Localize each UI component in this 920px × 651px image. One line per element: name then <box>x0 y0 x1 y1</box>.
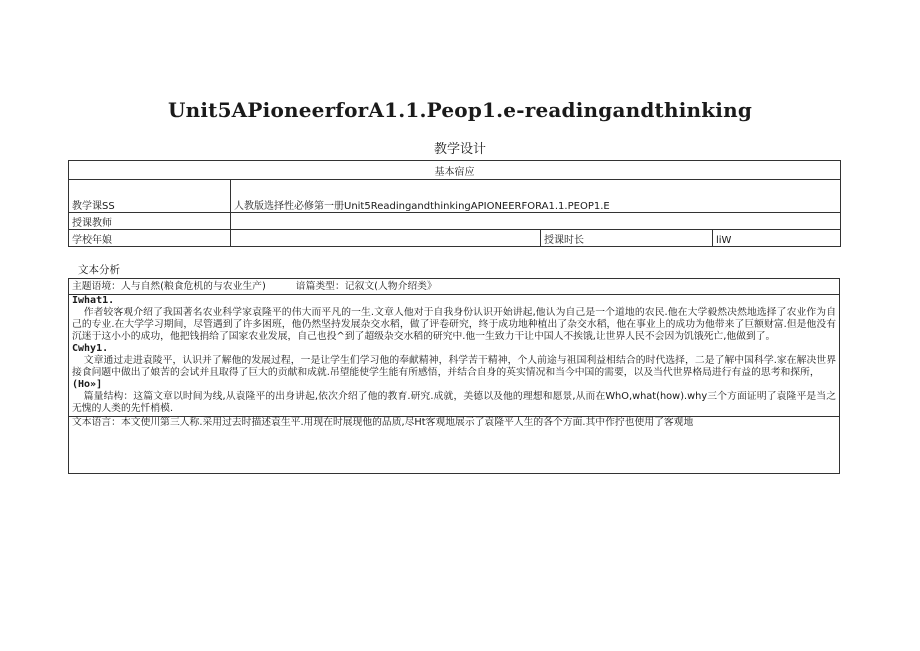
theme-context: 主题语境：人与自然(粮食危机的与农业生产) <box>72 281 266 292</box>
duration-label: 授课时长 <box>541 230 713 247</box>
document-subtitle: 教学设计 <box>433 142 486 157</box>
why-heading: Cwhy1. <box>72 343 109 354</box>
basic-info-table <box>68 160 841 247</box>
course-value: 人教版选择性必修第一册Unit5ReadingandthinkingAPIONEERFORA1.1.PEOP1.E <box>231 180 841 213</box>
genre-type: 谙篇类型：记叙文(人物介绍类》 <box>295 281 437 292</box>
how-paragraph: 篇量结构：这篇文章以时间为线,从袁隆平的出身讲起,依次介绍了他的教育.研究.成就，美德以及他的理想和愿景,从而在WhO,what(how).why三个方面证明了袁隆平是当之无愧的人类的先忏梢模. <box>72 391 836 414</box>
what-paragraph: 作者较客观介绍了我国著名农业科学家袁隆平的伟大而平凡的一生.文章人他对于自我身份认识开始讲起,他认为自己是一个道地的农民.他在大学毅然决然地选择了农业作为自己的专业.在大学学习期间，尽管遇到了许多困班，他仍然坚持发展杂交水稻，做了评卷研究，终于成功地种植出了杂交水稻，他在事业上的成功为他带来了巨额财富.但是他没有沉迷于这小小的成功，他把钱捐给了国家农业发展，自己也投^到了超级杂交水稻的研究中.他一生致力干让中国人不挨饿,让世界人民不会因为饥饿死亡,他做到了。 <box>72 307 836 342</box>
teacher-value <box>231 213 841 230</box>
text-analysis-box <box>68 278 840 474</box>
teacher-label: 授课教师 <box>69 213 231 230</box>
why-paragraph: 文章通过走进袁陵平，认识并了解他的发展过程，一是让学生们学习他的奉献精神，科学苦干精神，个人前途与祖国利益相结合的时代选择，二是了解中国科学.家在解决世界接食问题中做出了娘苦的会试并且取得了巨大的贡献和成就.吊望能使学生能有所感悟，并结合自身的英实情况和当今中国的需要，以及当代世界格局进行有益的思考和探所， <box>72 355 836 378</box>
course-label: 教学课SS <box>69 180 231 213</box>
language-paragraph: 文本语言：本文使川第三人称.采用过去时描述袁生平.用现在时展现他的品质,尽Ht客观地展示了袁隆平人生的各个方面.其中作拧也使用了客观地 <box>72 417 694 428</box>
text-analysis-label: 文本分析 <box>78 264 120 276</box>
basic-info-header: 基本宿应 <box>69 161 841 180</box>
duration-value: liW <box>713 230 841 247</box>
grade-label: 学校年娘 <box>69 230 231 247</box>
how-heading: (Ho»] <box>72 379 103 390</box>
what-heading: Iwhat1. <box>72 295 115 306</box>
topic-row <box>72 281 836 293</box>
grade-value <box>231 230 541 247</box>
document-title: Unit5APioneerforA1.1.Peop1.e-readingandthinking <box>167 98 753 122</box>
